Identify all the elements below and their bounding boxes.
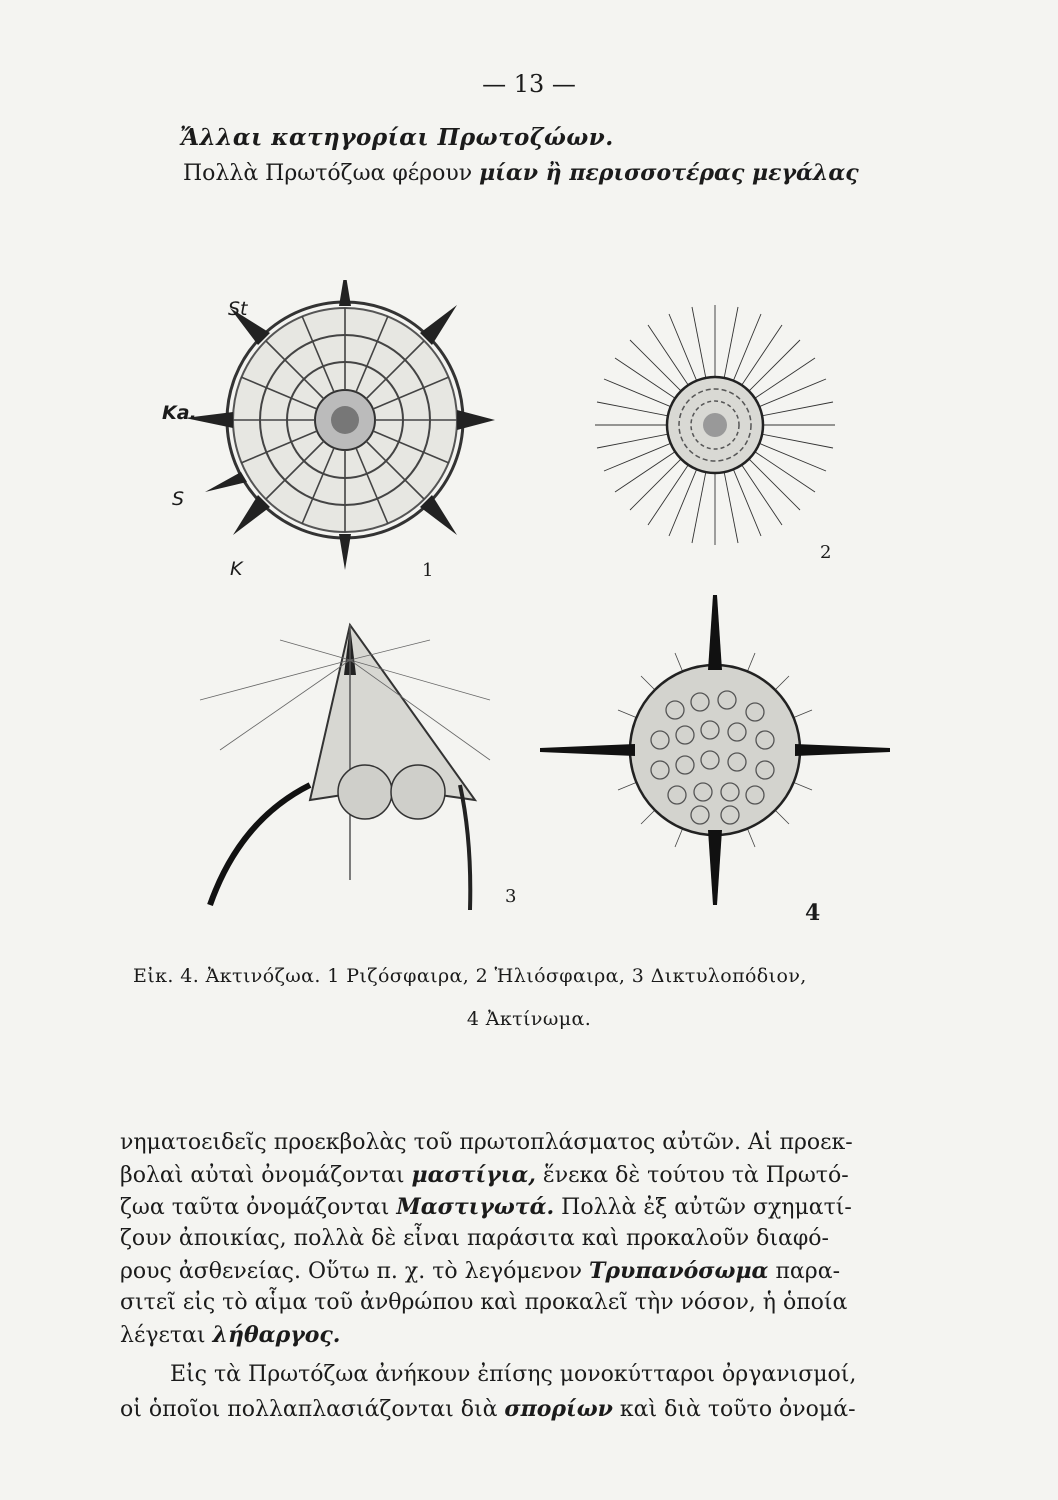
label-k: K	[230, 558, 243, 580]
body-text: βολαὶ αὐταὶ ὀνομάζονται	[120, 1163, 412, 1188]
label-4: 4	[805, 900, 821, 926]
label-1: 1	[422, 560, 434, 581]
label-ka: Ka.	[162, 402, 197, 424]
body-line: Εἰς τὰ Πρωτόζωα ἀνήκουν ἐπίσης μονοκύτταροι ὀργανισμοί,	[170, 1362, 857, 1387]
body-line: ζουν ἀποικίας, πολλὰ δὲ εἶναι παράσιτα καὶ προκαλοῦν διαφό-	[120, 1226, 829, 1251]
body-text: καὶ διὰ τοῦτο ὀνομά-	[612, 1397, 856, 1422]
label-s: S	[172, 488, 185, 510]
term-mastigota: Μαστιγωτά.	[396, 1194, 555, 1220]
intro-text: Πολλὰ Πρωτόζωα φέρουν	[183, 161, 480, 186]
body-line: σιτεῖ εἰς τὸ αἷμα τοῦ ἀνθρώπου καὶ προκαλεῖ τὴν νόσον, ἡ ὁποία	[120, 1290, 848, 1315]
label-2: 2	[820, 542, 832, 563]
term-mastigia: μαστίγια,	[411, 1162, 536, 1188]
intro-line	[183, 160, 859, 186]
label-st: St	[228, 298, 248, 320]
body-line: νηματοειδεῖς προεκβολὰς τοῦ πρωτοπλάσματος αὐτῶν. Αἱ προεκ-	[120, 1130, 853, 1155]
section-heading: Ἄλλαι κατηγορίαι Πρωτοζώων.	[180, 124, 614, 151]
term-lethargos: λήθαργος.	[212, 1322, 341, 1348]
figure-caption-line2: 4 Ἀκτίνωμα.	[466, 1008, 592, 1030]
organism-1-rhizosphaera	[185, 280, 495, 570]
term-trypanosoma: Τρυπανόσωμα	[589, 1258, 769, 1284]
figure-caption: Εἰκ. 4. Ἀκτινόζωα. 1 Ριζόσφαιρα, 2 Ἡλιόσφαιρα, 3 Δικτυλοπόδιον,	[133, 965, 807, 987]
body-text: ρους ἀσθενείας. Οὕτω π. χ. τὸ λεγόμενον	[120, 1259, 590, 1284]
body-line	[120, 1396, 920, 1422]
organism-4-actinomma	[540, 595, 890, 905]
page-number: — 13 —	[482, 70, 576, 98]
body-line	[120, 1162, 920, 1188]
body-text: οἱ ὁποῖοι πολλαπλασιάζονται διὰ	[120, 1397, 505, 1422]
label-3: 3	[505, 886, 517, 907]
term-sporia: σπορίων	[504, 1396, 613, 1422]
body-line	[120, 1322, 920, 1348]
body-text: παρα-	[768, 1259, 841, 1284]
figure-radiolaria	[160, 280, 940, 940]
organism-2-heliosphaera	[595, 305, 835, 545]
body-text: ἕνεκα δὲ τούτου τὰ Πρωτό-	[535, 1163, 849, 1188]
body-text: λέγεται	[120, 1323, 213, 1348]
body-text: ζωα ταῦτα ὀνομάζονται	[120, 1195, 397, 1220]
body-line	[120, 1258, 920, 1284]
intro-emphasis: μίαν ἢ περισσοτέρας μεγάλας	[479, 160, 859, 186]
body-line	[120, 1194, 920, 1220]
organism-3-dictyopodium	[200, 625, 490, 910]
figure-illustration	[160, 280, 940, 940]
body-text: Πολλὰ ἐξ αὐτῶν σχηματί-	[554, 1195, 852, 1220]
